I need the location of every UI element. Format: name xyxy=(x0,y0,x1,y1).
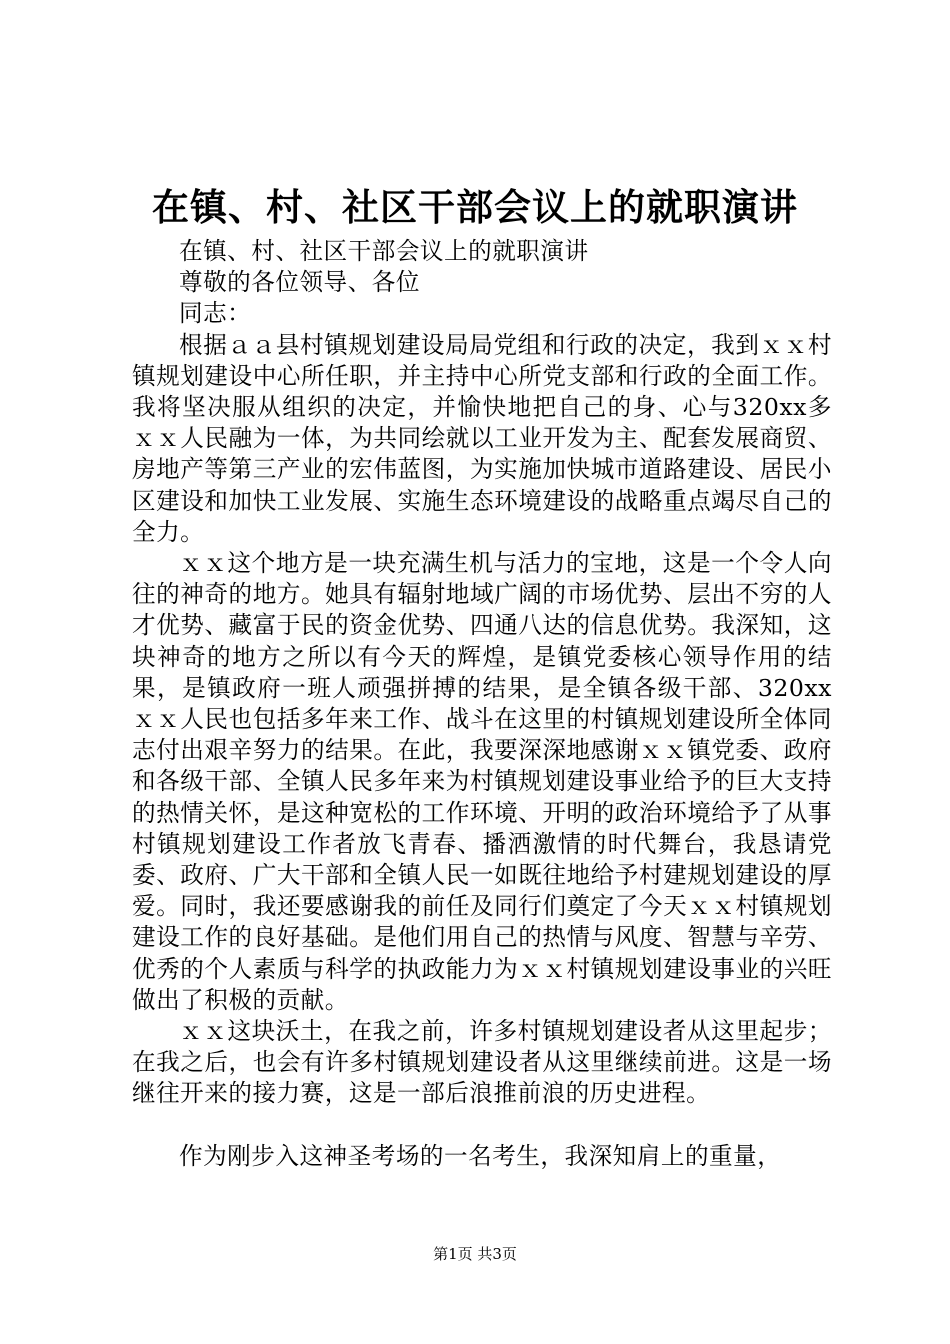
body-paragraph: ｘｘ这块沃土，在我之前，许多村镇规划建设者从这里起步；在我之后，也会有许多村镇规划建设者从这里继续前进。这是一场继往开来的接力赛，这是一部后浪推前浪的历史进程。 xyxy=(132,1017,832,1108)
body-paragraph: 根据ａａ县村镇规划建设局局党组和行政的决定，我到ｘｘ村镇规划建设中心所任职，并主持中心所党支部和行政的全面工作。我将坚决服从组织的决定，并愉快地把自己的身、心与320xx多ｘｘ人民融为一体，为共同绘就以工业开发为主、配套发展商贸、房地产等第三产业的宏伟蓝图，为实施加快城市道路建设、居民小区建设和加快工业发展、实施生态环境建设的战略重点竭尽自己的全力。 xyxy=(132,330,832,546)
body-paragraph: 作为刚步入这神圣考场的一名考生，我深知肩上的重量， xyxy=(179,1141,782,1170)
page-footer: 第1页 共3页 xyxy=(433,1245,517,1263)
document-title: 在镇、村、社区干部会议上的就职演讲 xyxy=(152,186,798,229)
subtitle-line: 在镇、村、社区干部会议上的就职演讲 xyxy=(179,237,589,265)
document-body xyxy=(132,236,832,1172)
greeting-line: 同志： xyxy=(179,299,252,328)
body-paragraph: ｘｘ这个地方是一块充满生机与活力的宝地，这是一个令人向往的神奇的地方。她具有辐射地域广阔的市场优势、层出不穷的人才优势、藏富于民的资金优势、四通八达的信息优势。我深知，这块神奇的地方之所以有今天的辉煌，是镇党委核心领导作用的结果，是镇政府一班人顽强拼搏的结果，是全镇各级干部、320xx ｘｘ人民也包括多年来工作、战斗在这里的村镇规划建设所全体同志付出艰辛努力的结果。在此，我要深深地感谢ｘｘ镇党委、政府和各级干部、全镇人民多年来为村镇规划建设事业给予的巨大支持的热情关怀，是这种宽松的工作环境、开明的政治环境给予了从事村镇规划建设工作者放飞青春、播洒激情的时代舞台，我恳请党委、政府、广大干部和全镇人民一如既往地给予村建规划建设的厚爱。同时，我还要感谢我的前任及同行们奠定了今天ｘｘ村镇规划建设工作的良好基础。是他们用自己的热情与风度、智慧与辛劳、优秀的个人素质与科学的执政能力为ｘｘ村镇规划建设事业的兴旺做出了积极的贡献。 xyxy=(132,549,832,1014)
greeting-line: 尊敬的各位领导、各位 xyxy=(179,268,420,297)
